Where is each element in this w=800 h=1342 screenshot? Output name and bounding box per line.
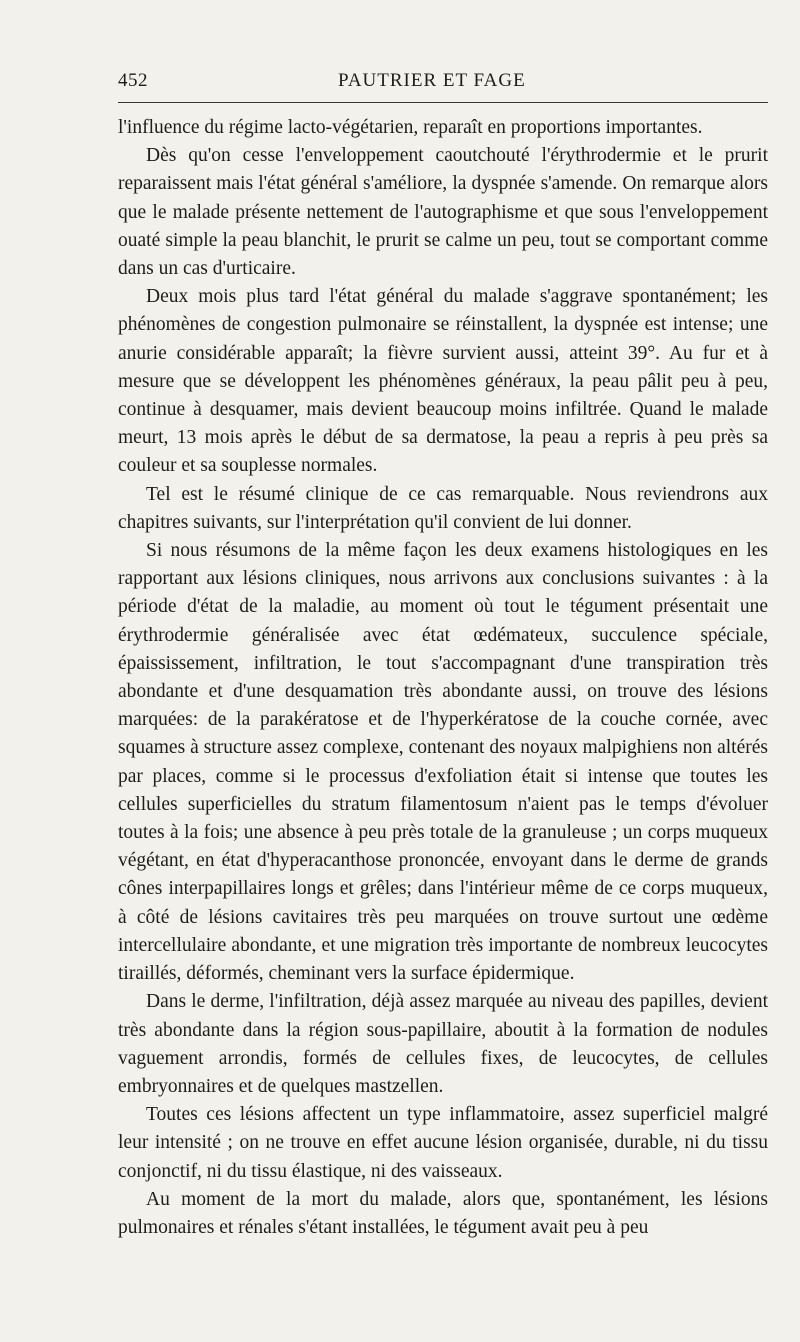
paragraph-enveloppement: Dès qu'on cesse l'enveloppement caoutchouté l'érythrodermie et le prurit reparaissent mais l'état général s'améliore, la dyspnée s'amende. On remarque alors que le malade présente nettement de l'autographisme et que sous l'enveloppement ouaté simple la peau blanchit, le prurit se calme un peu, tout se comportant comme dans un cas d'urticaire. [118, 145, 768, 280]
running-head: PAUTRIER ET FAGE [338, 70, 526, 91]
paragraph-type-inflammatoire: Toutes ces lésions affectent un type inflammatoire, assez superficiel malgré leur intensité ; on ne trouve en effet aucune lésion organisée, durable, ni du tissu conjonctif, ni du tissu élastique, ni des vaisseaux. [118, 1104, 768, 1182]
paragraph-mort-du-malade: Au moment de la mort du malade, alors que, spontanément, les lésions pulmonaires et rénales s'étant installées, le tégument avait peu à peu [118, 1188, 768, 1238]
body-text [118, 114, 768, 1242]
paragraph-derme: Dans le derme, l'infiltration, déjà assez marquée au niveau des papilles, devient très abondante dans la région sous-papillaire, aboutit à la formation de nodules vaguement arrondis, formés de cellules fixes, de leucocytes, de cellules embryonnaires et de quelques mastzellen. [118, 991, 768, 1097]
paragraph-examens-histologiques: Si nous résumons de la même façon les deux examens histologiques en les rapportant aux lésions cliniques, nous arrivons aux conclusions suivantes : à la période d'état de la maladie, au moment où tout le tégument présentait une érythrodermie généralisée avec état œdémateux, succulence spéciale, épaississement, infiltration, le tout s'accompagnant d'une transpiration très abondante et d'une desquamation très abondante aussi, on trouve des lésions marquées: de la parakératose et de l'hyperkératose de la couche cornée, avec squames à structure assez complexe, contenant des noyaux malpighiens non altérés par places, comme si le processus d'exfoliation était si intense que toutes les cellules superficielles du stratum filamentosum n'aient pas le temps d'évoluer toutes à la fois; une absence à peu près totale de la granuleuse ; un corps muqueux végétant, en état d'hyperacanthose prononcée, envoyant dans le derme de grands cônes interpapillaires longs et grêles; dans l'intérieur même de ce corps muqueux, à côté de lésions cavitaires très peu marquées on trouve surtout une œdème intercellulaire abondante, et une migration très importante de nombreux leucocytes tiraillés, déformés, cheminant vers la surface épidermique. [118, 540, 768, 985]
header-rule [118, 102, 768, 103]
paragraph-aggravation: Deux mois plus tard l'état général du malade s'aggrave spontanément; les phénomènes de congestion pulmonaire se réinstallent, la dyspnée est intense; une anurie considérable apparaît; la fièvre survient aussi, atteint 39°. Au fur et à mesure que se développent les phénomènes généraux, la peau pâlit peu à peu, continue à desquamer, mais devient beaucoup moins infiltrée. Quand le malade meurt, 13 mois après le début de sa dermatose, la peau a repris à peu près sa couleur et sa souplesse normales. [118, 286, 768, 477]
page-number: 452 [118, 70, 148, 91]
paragraph-continuation: l'influence du régime lacto-végétarien, reparaît en proportions importantes. [118, 117, 703, 138]
paragraph-resume-clinique: Tel est le résumé clinique de ce cas remarquable. Nous reviendrons aux chapitres suivants, sur l'interprétation qu'il convient de lui donner. [118, 483, 768, 533]
page-header [118, 70, 768, 96]
